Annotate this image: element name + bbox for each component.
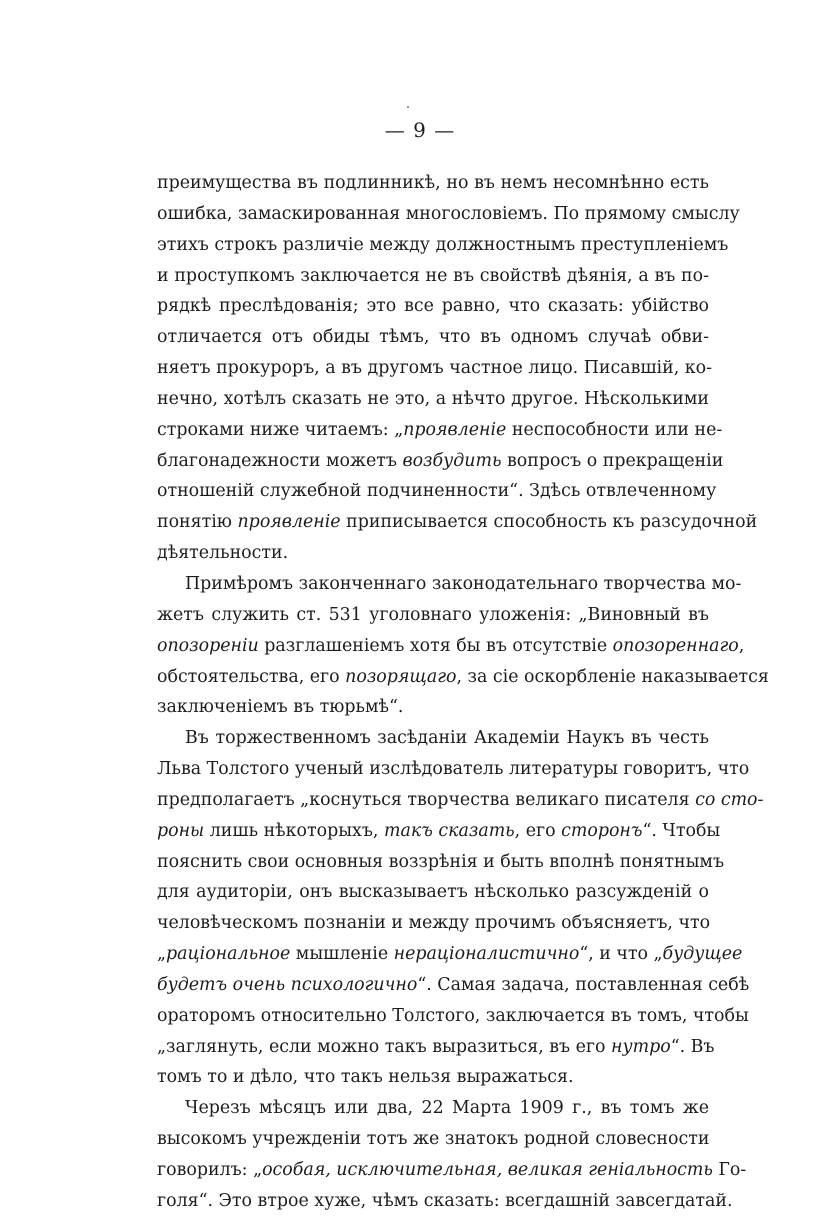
text-line [157, 785, 764, 816]
text-span: благонадежности можетъ [157, 450, 403, 471]
text-span: отношеній служебной подчиненности“. Здѣсь отвлеченному [157, 481, 717, 502]
text-span: для аудиторіи, онъ высказываетъ нѣсколько разсужденій о [157, 882, 709, 903]
text-span: понятію [157, 512, 238, 533]
italic-span: сторонъ [561, 820, 643, 841]
italic-span: позорящаго [345, 666, 457, 687]
italic-span: опозореннаго [612, 635, 739, 656]
text-line [157, 939, 743, 970]
text-span: , [738, 635, 745, 656]
italic-span: нутро [611, 1036, 671, 1057]
text-line [157, 353, 712, 384]
text-line [157, 1032, 715, 1063]
text-span: “. Чтобы [642, 820, 721, 841]
text-line [157, 507, 758, 538]
text-line [157, 631, 745, 662]
text-span: голя“. Это втрое хуже, чѣмъ сказать: всегдашній завсегдатай. [157, 1190, 733, 1211]
text-span: нечно, хотѣлъ сказать не это, а нѣчто другое. Нѣсколькими [157, 388, 709, 409]
text-line [157, 538, 709, 569]
text-span: неспособности или не- [506, 419, 723, 440]
text-line [157, 908, 709, 939]
text-line [157, 1001, 749, 1032]
text-span: этихъ строкъ различіе между должностнымъ преступленіемъ [157, 234, 729, 255]
text-span: и проступкомъ заключается не въ свойствѣ дѣянія, а въ по- [157, 265, 709, 286]
text-span: пояснить свои основныя воззрѣнія и быть вполнѣ понятнымъ [157, 851, 725, 872]
text-line [157, 168, 709, 199]
text-line [157, 291, 709, 322]
text-line [157, 723, 709, 754]
text-span: Черезъ мѣсяцъ или два, 22 Марта 1909 г., въ томъ же [185, 1098, 709, 1119]
text-span: приписывается способность къ разсудочной [340, 512, 758, 533]
text-span: человѣческомъ познаніи и между прочимъ объясняетъ, что [157, 913, 711, 934]
text-span: Льва Толстого ученый изслѣдователь литературы говоритъ, что [157, 759, 750, 780]
text-span: разглашеніемъ хотя бы въ отсутствіе [258, 635, 613, 656]
text-line [157, 847, 725, 878]
italic-span: раціональное [166, 944, 291, 965]
text-span: рядкѣ преслѣдованія; это все равно, что сказать: убійство [157, 296, 709, 317]
text-line [157, 476, 717, 507]
text-span: томъ то и дѣло, что такъ нельзя выражаться. [157, 1067, 574, 1088]
page-number: — 9 — [384, 118, 456, 142]
italic-span: возбудить [402, 450, 502, 471]
text-span: ошибка, замаскированная многословіемъ. По прямому смыслу [157, 203, 740, 224]
text-line [157, 1124, 709, 1155]
text-span: обстоятельства, его [157, 666, 346, 687]
italic-span: будетъ очень психологично [157, 974, 418, 995]
text-span: предполагаетъ „коснуться творчества великаго писателя [157, 789, 696, 810]
text-span: “, и что „ [579, 944, 663, 965]
italic-span: нераціоналистично [393, 944, 580, 965]
text-span: преимущества въ подлинникѣ, но въ немъ несомнѣнно есть [157, 173, 709, 193]
text-span: мышленіе [290, 944, 394, 965]
italic-span: опозореніи [157, 635, 259, 656]
italic-span: проявленіе [237, 512, 341, 533]
text-span: ораторомъ относительно Толстого, заключается въ томъ, чтобы [157, 1005, 749, 1026]
text-line [157, 415, 723, 446]
italic-span: со сто- [695, 789, 764, 810]
text-span: строками ниже читаемъ: „ [157, 419, 404, 440]
text-span: Го- [712, 1160, 747, 1180]
text-span: вопросъ о прекращеніи [501, 450, 724, 471]
text-line [157, 970, 750, 1001]
text-span: заключеніемъ въ тюрьмѣ“. [157, 697, 404, 718]
text-line [157, 230, 729, 261]
italic-span: роны [157, 820, 205, 841]
text-line [157, 1186, 733, 1217]
text-line [157, 1062, 709, 1093]
text-span: „ [157, 944, 167, 965]
text-span: отличается отъ обиды тѣмъ, что въ одномъ случаѣ обви- [157, 327, 709, 348]
text-line [157, 662, 769, 693]
text-line [157, 692, 709, 723]
text-span: говорилъ: „ [157, 1160, 263, 1180]
italic-span: такъ сказать [383, 820, 515, 841]
text-span: высокомъ учрежденіи тотъ же знатокъ родной словесности [157, 1129, 710, 1150]
text-line [157, 600, 709, 631]
text-line [157, 1155, 747, 1186]
print-speck [407, 106, 409, 108]
body-text [157, 168, 769, 1217]
text-span: “. Самая задача, поставленная себѣ [417, 974, 750, 995]
text-line [157, 1093, 709, 1124]
text-line [157, 322, 709, 353]
text-line [157, 816, 721, 847]
text-line [157, 384, 709, 415]
text-line [157, 569, 742, 600]
text-span: няетъ прокуроръ, а въ другомъ частное лицо. Писавшій, ко- [157, 358, 712, 379]
text-span: дѣятельности. [157, 543, 289, 564]
text-line [157, 446, 724, 477]
text-span: “. Въ [670, 1036, 715, 1057]
italic-span: проявленіе [403, 419, 507, 440]
text-span: , его [514, 820, 562, 841]
text-span: лишь нѣкоторыхъ, [204, 820, 384, 841]
text-line [157, 261, 709, 292]
italic-span: особая, исключительная, великая геніальность [262, 1160, 713, 1180]
text-span: „заглянуть, если можно такъ выразиться, въ его [157, 1036, 612, 1057]
text-span: жетъ служить ст. 531 уголовнаго уложенія: „Виновный въ [157, 604, 709, 625]
text-line [157, 754, 750, 785]
text-span: Въ торжественномъ засѣданіи Академіи Наукъ въ честь [185, 728, 709, 749]
italic-span: будущее [662, 944, 743, 965]
text-line [157, 199, 740, 230]
text-span: , за сіе оскорбленіе наказывается [456, 666, 769, 687]
text-span: Примѣромъ законченнаго законодательнаго творчества мо- [185, 573, 742, 594]
text-line [157, 877, 709, 908]
